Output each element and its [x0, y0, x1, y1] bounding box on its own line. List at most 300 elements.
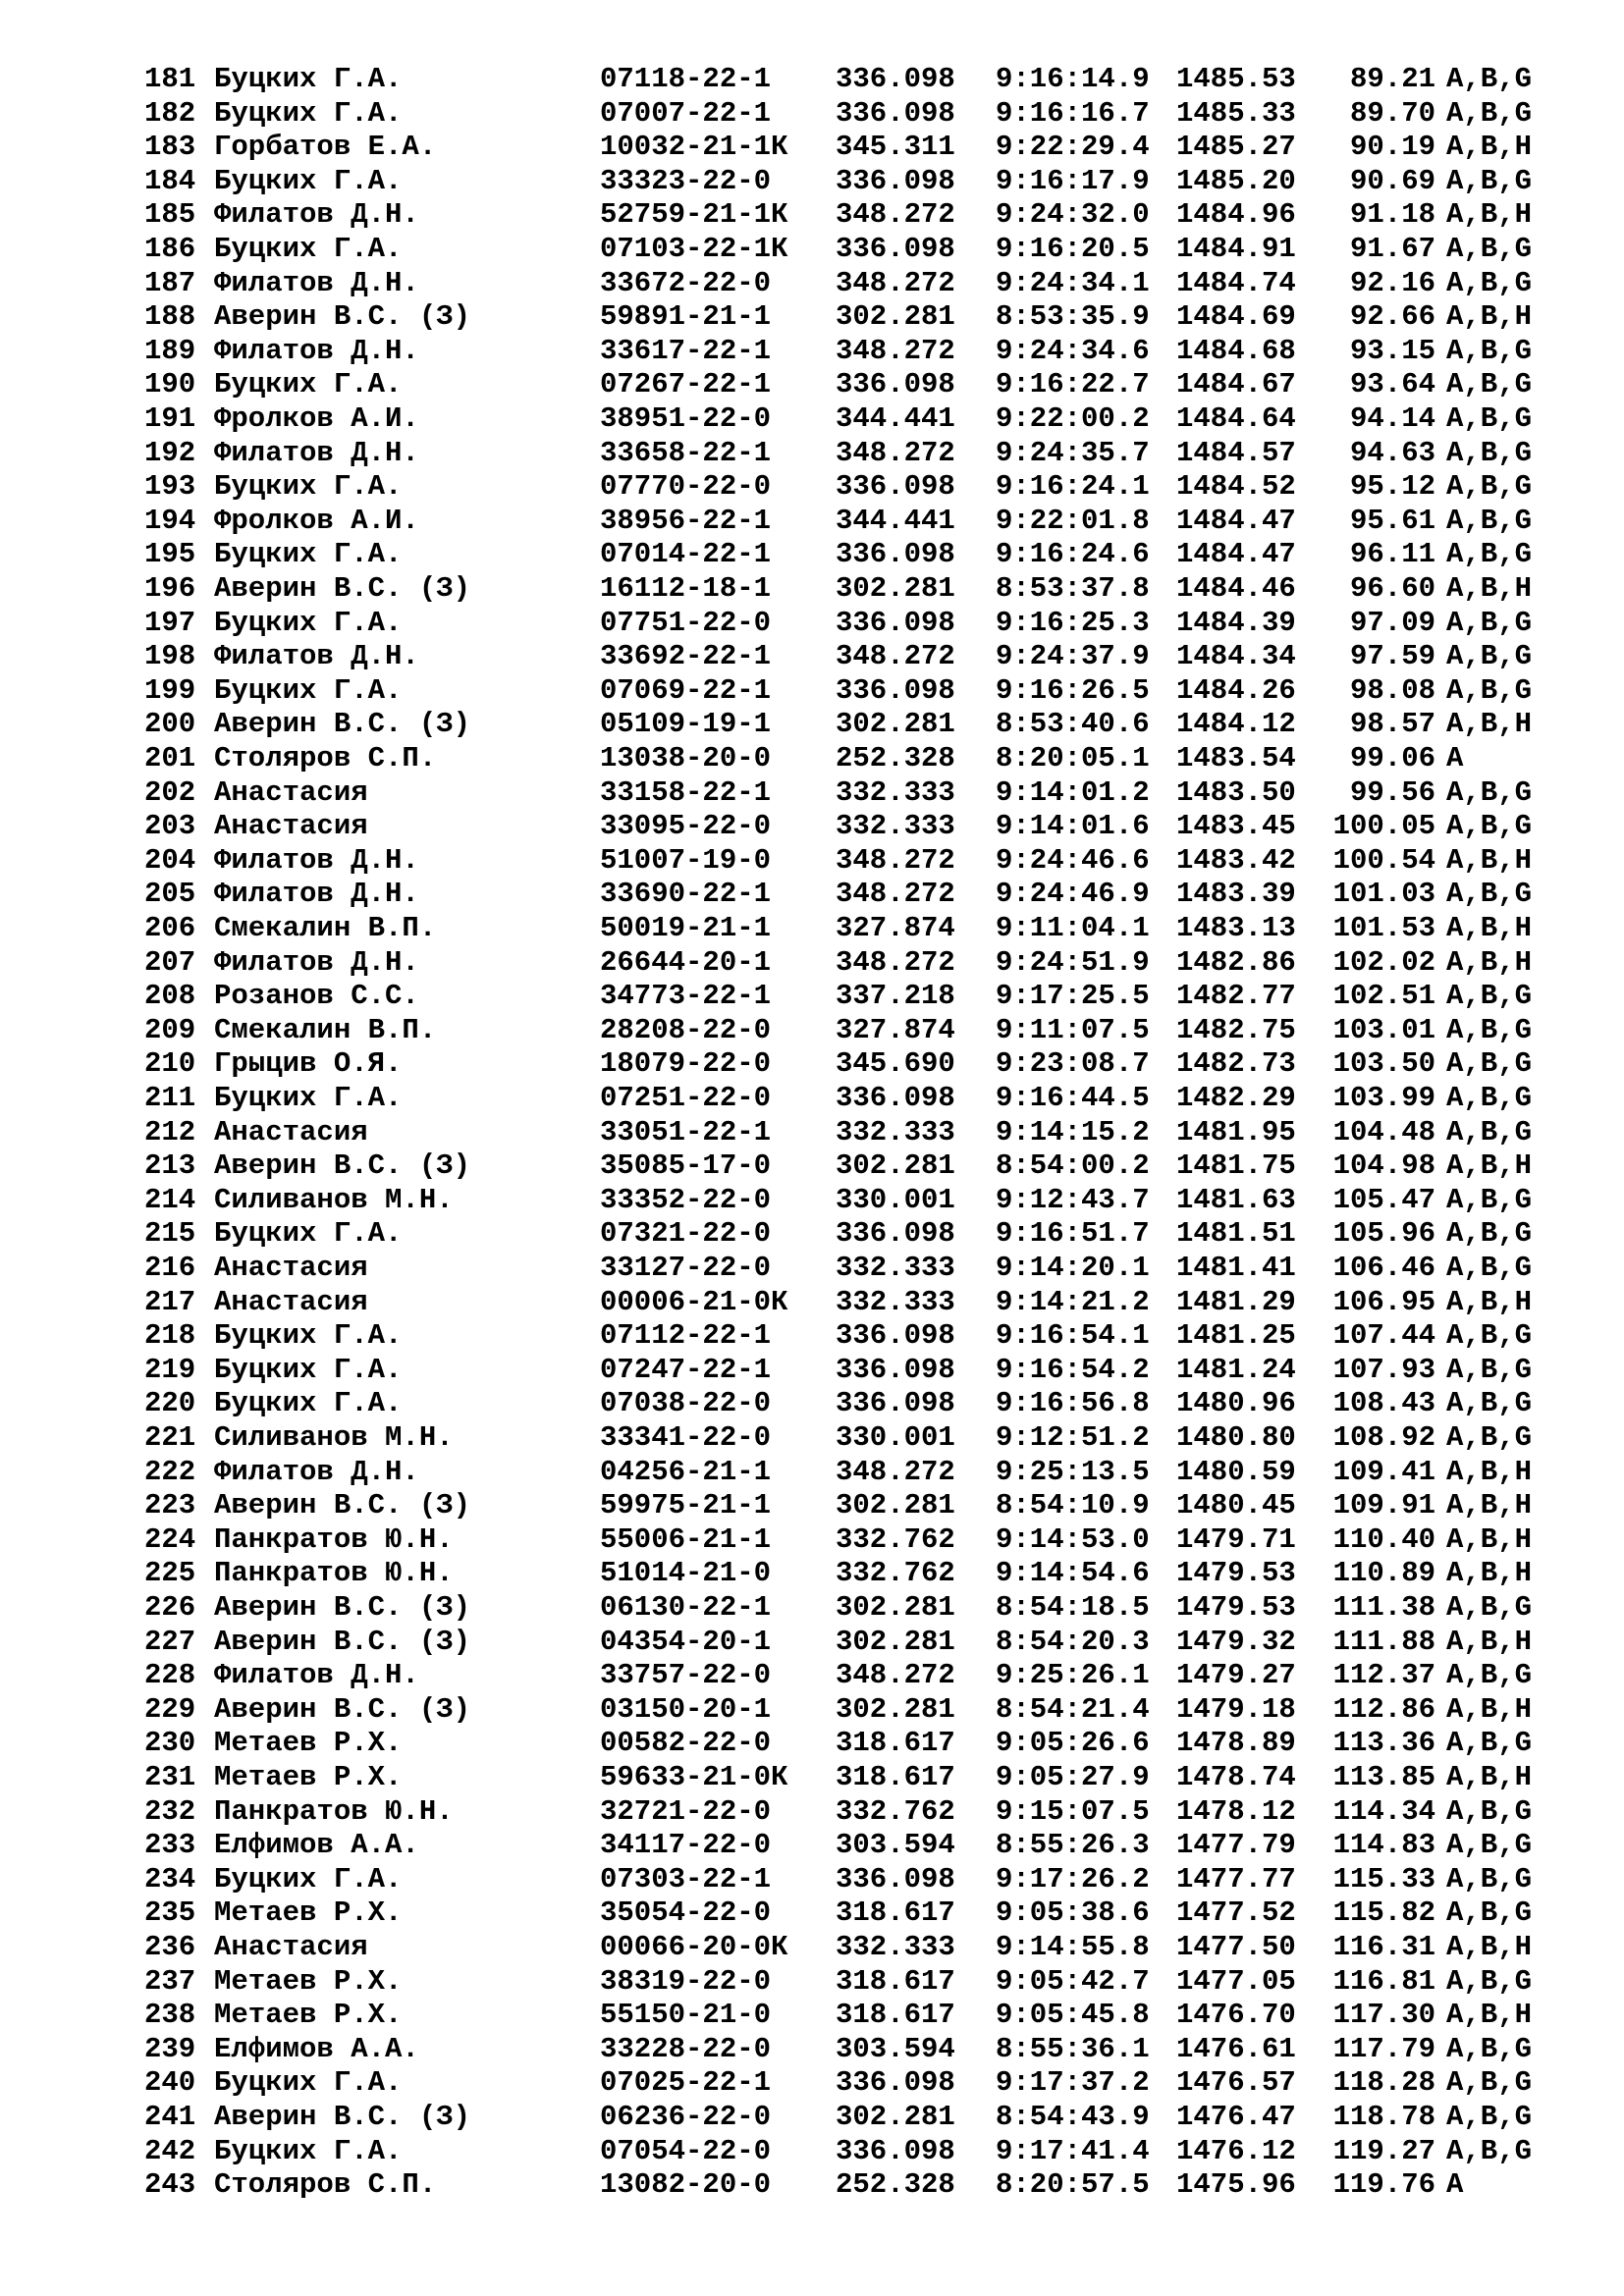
fancier-name: Аверин В.С. (З)	[214, 1625, 471, 1658]
category-flags: A,B,H	[1446, 1999, 1533, 2032]
place-number: 233	[144, 1829, 196, 1862]
distance: 348.272	[836, 436, 955, 469]
distance: 337.218	[836, 980, 955, 1013]
distance: 332.333	[836, 1252, 955, 1284]
arrival-time: 9:24:46.6	[996, 843, 1150, 877]
place-number: 189	[144, 334, 196, 367]
points: 101.53	[1332, 912, 1435, 944]
ring-number: 34117-22-0	[600, 1829, 772, 1862]
place-number: 227	[144, 1625, 196, 1658]
arrival-time: 8:55:36.1	[996, 2032, 1150, 2065]
points: 97.09	[1349, 606, 1435, 639]
place-number: 184	[144, 164, 196, 197]
place-number: 186	[144, 233, 196, 265]
ring-number: 07025-22-1	[600, 2066, 772, 2100]
arrival-time: 9:12:43.7	[996, 1183, 1150, 1216]
distance: 336.098	[836, 1217, 955, 1251]
ring-number: 10032-21-1К	[600, 131, 788, 164]
place-number: 209	[144, 1013, 196, 1046]
distance: 348.272	[836, 1659, 955, 1692]
fancier-name: Филатов Д.Н.	[214, 1455, 419, 1488]
place-number: 208	[144, 980, 196, 1013]
place-number: 237	[144, 1964, 196, 1998]
points: 114.34	[1332, 1794, 1435, 1828]
distance: 302.281	[836, 1149, 955, 1183]
fancier-name: Панкратов Ю.Н.	[214, 1557, 454, 1590]
arrival-time: 9:16:26.5	[996, 673, 1150, 707]
speed: 1484.52	[1176, 470, 1296, 504]
speed: 1480.59	[1176, 1455, 1296, 1488]
ring-number: 55150-21-0	[600, 1999, 772, 2032]
place-number: 223	[144, 1489, 196, 1522]
points: 112.86	[1332, 1692, 1435, 1726]
ring-number: 00006-21-0К	[600, 1285, 788, 1318]
distance: 330.001	[836, 1421, 955, 1454]
arrival-time: 9:17:37.2	[996, 2066, 1150, 2100]
speed: 1485.53	[1176, 63, 1296, 95]
category-flags: A,B,G	[1446, 2032, 1533, 2065]
points: 111.38	[1332, 1591, 1435, 1624]
place-number: 212	[144, 1115, 196, 1148]
ring-number: 33228-22-0	[600, 2032, 772, 2065]
category-flags: A,B,H	[1446, 1455, 1533, 1488]
fancier-name: Аверин В.С. (З)	[214, 1692, 471, 1726]
place-number: 197	[144, 606, 196, 639]
distance: 302.281	[836, 1489, 955, 1522]
fancier-name: Силиванов М.Н.	[214, 1421, 454, 1454]
distance: 252.328	[836, 2168, 955, 2202]
fancier-name: Грыцив О.Я.	[214, 1047, 403, 1081]
speed: 1480.45	[1176, 1489, 1296, 1522]
speed: 1483.42	[1176, 843, 1296, 877]
place-number: 222	[144, 1455, 196, 1488]
distance: 336.098	[836, 2134, 955, 2167]
ring-number: 04256-21-1	[600, 1455, 772, 1488]
arrival-time: 9:16:22.7	[996, 368, 1150, 401]
speed: 1476.61	[1176, 2032, 1296, 2065]
speed: 1484.57	[1176, 436, 1296, 469]
fancier-name: Филатов Д.Н.	[214, 843, 419, 877]
distance: 336.098	[836, 1319, 955, 1353]
category-flags: A,B,G	[1446, 2066, 1533, 2100]
category-flags: A,B,G	[1446, 470, 1533, 504]
fancier-name: Панкратов Ю.Н.	[214, 1522, 454, 1556]
arrival-time: 8:53:40.6	[996, 708, 1150, 741]
fancier-name: Фролков А.И.	[214, 402, 419, 435]
category-flags: A,B,G	[1446, 164, 1533, 197]
points: 97.59	[1349, 640, 1435, 673]
fancier-name: Буцких Г.А.	[214, 2066, 403, 2100]
place-number: 226	[144, 1591, 196, 1624]
fancier-name: Буцких Г.А.	[214, 1862, 403, 1896]
category-flags: A,B,G	[1446, 1183, 1533, 1216]
fancier-name: Филатов Д.Н.	[214, 266, 419, 299]
place-number: 224	[144, 1522, 196, 1556]
speed: 1482.86	[1176, 945, 1296, 979]
place-number: 192	[144, 436, 196, 469]
place-number: 216	[144, 1252, 196, 1284]
distance: 336.098	[836, 538, 955, 571]
speed: 1484.74	[1176, 266, 1296, 299]
ring-number: 33658-22-1	[600, 436, 772, 469]
distance: 336.098	[836, 164, 955, 197]
fancier-name: Филатов Д.Н.	[214, 198, 419, 232]
category-flags: A,B,G	[1446, 504, 1533, 537]
fancier-name: Силиванов М.Н.	[214, 1183, 454, 1216]
place-number: 220	[144, 1387, 196, 1420]
ring-number: 32721-22-0	[600, 1794, 772, 1828]
speed: 1481.24	[1176, 1353, 1296, 1386]
arrival-time: 9:16:17.9	[996, 164, 1150, 197]
points: 118.78	[1332, 2101, 1435, 2133]
place-number: 210	[144, 1047, 196, 1081]
speed: 1482.73	[1176, 1047, 1296, 1081]
arrival-time: 9:24:51.9	[996, 945, 1150, 979]
points: 113.36	[1332, 1727, 1435, 1760]
speed: 1485.27	[1176, 131, 1296, 164]
category-flags: A,B,G	[1446, 606, 1533, 639]
fancier-name: Метаев Р.Х.	[214, 1761, 403, 1793]
category-flags: A,B,H	[1446, 1489, 1533, 1522]
arrival-time: 8:54:18.5	[996, 1591, 1150, 1624]
arrival-time: 9:16:54.1	[996, 1319, 1150, 1353]
ring-number: 00066-20-0К	[600, 1931, 788, 1963]
arrival-time: 9:16:24.6	[996, 538, 1150, 571]
speed: 1477.52	[1176, 1896, 1296, 1930]
place-number: 181	[144, 63, 196, 95]
speed: 1483.45	[1176, 810, 1296, 843]
fancier-name: Аверин В.С. (З)	[214, 300, 471, 334]
speed: 1479.18	[1176, 1692, 1296, 1726]
distance: 344.441	[836, 402, 955, 435]
arrival-time: 9:17:25.5	[996, 980, 1150, 1013]
points: 95.12	[1349, 470, 1435, 504]
speed: 1483.13	[1176, 912, 1296, 944]
fancier-name: Столяров С.П.	[214, 742, 437, 774]
category-flags: A,B,H	[1446, 1557, 1533, 1590]
distance: 348.272	[836, 1455, 955, 1488]
category-flags: A,B,G	[1446, 1082, 1533, 1114]
distance: 252.328	[836, 742, 955, 774]
arrival-time: 9:25:13.5	[996, 1455, 1150, 1488]
arrival-time: 9:17:26.2	[996, 1862, 1150, 1896]
category-flags: A,B,G	[1446, 810, 1533, 843]
ring-number: 07103-22-1К	[600, 233, 788, 265]
arrival-time: 9:22:00.2	[996, 402, 1150, 435]
fancier-name: Аверин В.С. (З)	[214, 2101, 471, 2133]
points: 102.02	[1332, 945, 1435, 979]
ring-number: 07251-22-0	[600, 1082, 772, 1114]
fancier-name: Буцких Г.А.	[214, 1217, 403, 1251]
ring-number: 07267-22-1	[600, 368, 772, 401]
speed: 1475.96	[1176, 2168, 1296, 2202]
ring-number: 03150-20-1	[600, 1692, 772, 1726]
place-number: 236	[144, 1931, 196, 1963]
category-flags: A,B,G	[1446, 63, 1533, 95]
category-flags: A,B,G	[1446, 1353, 1533, 1386]
speed: 1484.64	[1176, 402, 1296, 435]
ring-number: 33692-22-1	[600, 640, 772, 673]
points: 104.98	[1332, 1149, 1435, 1183]
arrival-time: 8:54:43.9	[996, 2101, 1150, 2133]
ring-number: 13038-20-0	[600, 742, 772, 774]
place-number: 230	[144, 1727, 196, 1760]
arrival-time: 9:16:44.5	[996, 1082, 1150, 1114]
distance: 348.272	[836, 640, 955, 673]
distance: 318.617	[836, 1999, 955, 2032]
speed: 1483.50	[1176, 775, 1296, 809]
place-number: 195	[144, 538, 196, 571]
fancier-name: Аверин В.С. (З)	[214, 1489, 471, 1522]
ring-number: 55006-21-1	[600, 1522, 772, 1556]
arrival-time: 9:14:21.2	[996, 1285, 1150, 1318]
ring-number: 28208-22-0	[600, 1013, 772, 1046]
category-flags: A,B,G	[1446, 1591, 1533, 1624]
speed: 1485.20	[1176, 164, 1296, 197]
points: 119.76	[1332, 2168, 1435, 2202]
ring-number: 51007-19-0	[600, 843, 772, 877]
fancier-name: Филатов Д.Н.	[214, 640, 419, 673]
arrival-time: 9:05:26.6	[996, 1727, 1150, 1760]
category-flags: A,B,H	[1446, 1761, 1533, 1793]
points: 93.64	[1349, 368, 1435, 401]
place-number: 239	[144, 2032, 196, 2065]
place-number: 228	[144, 1659, 196, 1692]
ring-number: 33617-22-1	[600, 334, 772, 367]
points: 103.50	[1332, 1047, 1435, 1081]
distance: 332.762	[836, 1522, 955, 1556]
category-flags: A,B,G	[1446, 233, 1533, 265]
ring-number: 34773-22-1	[600, 980, 772, 1013]
arrival-time: 9:14:01.2	[996, 775, 1150, 809]
ring-number: 04354-20-1	[600, 1625, 772, 1658]
category-flags: A,B,G	[1446, 402, 1533, 435]
speed: 1478.12	[1176, 1794, 1296, 1828]
category-flags: A,B,H	[1446, 198, 1533, 232]
points: 104.48	[1332, 1115, 1435, 1148]
speed: 1477.79	[1176, 1829, 1296, 1862]
ring-number: 00582-22-0	[600, 1727, 772, 1760]
ring-number: 38319-22-0	[600, 1964, 772, 1998]
distance: 318.617	[836, 1896, 955, 1930]
points: 100.54	[1332, 843, 1435, 877]
points: 90.19	[1349, 131, 1435, 164]
fancier-name: Филатов Д.Н.	[214, 436, 419, 469]
place-number: 225	[144, 1557, 196, 1590]
distance: 348.272	[836, 945, 955, 979]
speed: 1482.77	[1176, 980, 1296, 1013]
distance: 332.762	[836, 1557, 955, 1590]
category-flags: A,B,H	[1446, 843, 1533, 877]
fancier-name: Аверин В.С. (З)	[214, 1591, 471, 1624]
distance: 336.098	[836, 233, 955, 265]
ring-number: 06236-22-0	[600, 2101, 772, 2133]
fancier-name: Метаев Р.Х.	[214, 1727, 403, 1760]
category-flags: A	[1446, 2168, 1464, 2202]
ring-number: 05109-19-1	[600, 708, 772, 741]
category-flags: A,B,G	[1446, 2134, 1533, 2167]
arrival-time: 9:17:41.4	[996, 2134, 1150, 2167]
arrival-time: 9:25:26.1	[996, 1659, 1150, 1692]
category-flags: A,B,G	[1446, 640, 1533, 673]
place-number: 185	[144, 198, 196, 232]
arrival-time: 9:24:34.6	[996, 334, 1150, 367]
distance: 302.281	[836, 1625, 955, 1658]
place-number: 182	[144, 96, 196, 130]
points: 92.16	[1349, 266, 1435, 299]
arrival-time: 9:12:51.2	[996, 1421, 1150, 1454]
place-number: 219	[144, 1353, 196, 1386]
speed: 1481.25	[1176, 1319, 1296, 1353]
arrival-time: 9:05:27.9	[996, 1761, 1150, 1793]
category-flags: A,B,H	[1446, 1285, 1533, 1318]
category-flags: A,B,H	[1446, 708, 1533, 741]
speed: 1484.96	[1176, 198, 1296, 232]
fancier-name: Столяров С.П.	[214, 2168, 437, 2202]
points: 99.56	[1349, 775, 1435, 809]
points: 108.43	[1332, 1387, 1435, 1420]
category-flags: A,B,G	[1446, 878, 1533, 911]
fancier-name: Анастасия	[214, 810, 368, 843]
fancier-name: Смекалин В.П.	[214, 1013, 437, 1046]
ring-number: 06130-22-1	[600, 1591, 772, 1624]
ring-number: 33127-22-0	[600, 1252, 772, 1284]
speed: 1479.32	[1176, 1625, 1296, 1658]
distance: 332.333	[836, 810, 955, 843]
ring-number: 07014-22-1	[600, 538, 772, 571]
points: 108.92	[1332, 1421, 1435, 1454]
place-number: 215	[144, 1217, 196, 1251]
category-flags: A,B,G	[1446, 980, 1533, 1013]
points: 94.63	[1349, 436, 1435, 469]
points: 115.33	[1332, 1862, 1435, 1896]
category-flags: A,B,H	[1446, 945, 1533, 979]
fancier-name: Анастасия	[214, 1931, 368, 1963]
fancier-name: Анастасия	[214, 1115, 368, 1148]
arrival-time: 9:22:29.4	[996, 131, 1150, 164]
points: 115.82	[1332, 1896, 1435, 1930]
ring-number: 35085-17-0	[600, 1149, 772, 1183]
category-flags: A,B,H	[1446, 131, 1533, 164]
arrival-time: 9:11:07.5	[996, 1013, 1150, 1046]
ring-number: 38956-22-1	[600, 504, 772, 537]
distance: 336.098	[836, 606, 955, 639]
points: 114.83	[1332, 1829, 1435, 1862]
fancier-name: Елфимов А.А.	[214, 1829, 419, 1862]
ring-number: 33323-22-0	[600, 164, 772, 197]
fancier-name: Панкратов Ю.Н.	[214, 1794, 454, 1828]
place-number: 221	[144, 1421, 196, 1454]
arrival-time: 9:24:32.0	[996, 198, 1150, 232]
category-flags: A,B,G	[1446, 1727, 1533, 1760]
arrival-time: 8:55:26.3	[996, 1829, 1150, 1862]
ring-number: 38951-22-0	[600, 402, 772, 435]
fancier-name: Анастасия	[214, 1285, 368, 1318]
points: 89.70	[1349, 96, 1435, 130]
ring-number: 07007-22-1	[600, 96, 772, 130]
distance: 348.272	[836, 198, 955, 232]
arrival-time: 9:14:20.1	[996, 1252, 1150, 1284]
points: 89.21	[1349, 63, 1435, 95]
place-number: 187	[144, 266, 196, 299]
speed: 1484.91	[1176, 233, 1296, 265]
distance: 336.098	[836, 1387, 955, 1420]
speed: 1481.63	[1176, 1183, 1296, 1216]
speed: 1482.29	[1176, 1082, 1296, 1114]
ring-number: 51014-21-0	[600, 1557, 772, 1590]
distance: 318.617	[836, 1964, 955, 1998]
ring-number: 33051-22-1	[600, 1115, 772, 1148]
place-number: 194	[144, 504, 196, 537]
fancier-name: Буцких Г.А.	[214, 1387, 403, 1420]
points: 93.15	[1349, 334, 1435, 367]
speed: 1483.39	[1176, 878, 1296, 911]
points: 94.14	[1349, 402, 1435, 435]
place-number: 217	[144, 1285, 196, 1318]
points: 105.47	[1332, 1183, 1435, 1216]
ring-number: 33352-22-0	[600, 1183, 772, 1216]
place-number: 234	[144, 1862, 196, 1896]
distance: 344.441	[836, 504, 955, 537]
ring-number: 59975-21-1	[600, 1489, 772, 1522]
points: 96.60	[1349, 572, 1435, 605]
distance: 336.098	[836, 1862, 955, 1896]
category-flags: A,B,G	[1446, 1421, 1533, 1454]
ring-number: 07069-22-1	[600, 673, 772, 707]
place-number: 205	[144, 878, 196, 911]
distance: 336.098	[836, 368, 955, 401]
ring-number: 26644-20-1	[600, 945, 772, 979]
points: 98.57	[1349, 708, 1435, 741]
category-flags: A,B,G	[1446, 1387, 1533, 1420]
fancier-name: Метаев Р.Х.	[214, 1896, 403, 1930]
distance: 348.272	[836, 266, 955, 299]
place-number: 213	[144, 1149, 196, 1183]
points: 117.79	[1332, 2032, 1435, 2065]
arrival-time: 9:14:01.6	[996, 810, 1150, 843]
place-number: 188	[144, 300, 196, 334]
ring-number: 52759-21-1К	[600, 198, 788, 232]
fancier-name: Буцких Г.А.	[214, 2134, 403, 2167]
category-flags: A,B,G	[1446, 1862, 1533, 1896]
place-number: 204	[144, 843, 196, 877]
category-flags: A,B,G	[1446, 1896, 1533, 1930]
points: 118.28	[1332, 2066, 1435, 2100]
arrival-time: 9:05:42.7	[996, 1964, 1150, 1998]
category-flags: A,B,H	[1446, 1522, 1533, 1556]
place-number: 193	[144, 470, 196, 504]
speed: 1484.46	[1176, 572, 1296, 605]
fancier-name: Филатов Д.Н.	[214, 334, 419, 367]
points: 101.03	[1332, 878, 1435, 911]
distance: 332.333	[836, 775, 955, 809]
points: 103.01	[1332, 1013, 1435, 1046]
fancier-name: Горбатов Е.А.	[214, 131, 437, 164]
speed: 1484.12	[1176, 708, 1296, 741]
speed: 1481.29	[1176, 1285, 1296, 1318]
distance: 302.281	[836, 572, 955, 605]
ring-number: 07321-22-0	[600, 1217, 772, 1251]
fancier-name: Розанов С.С.	[214, 980, 419, 1013]
points: 99.06	[1349, 742, 1435, 774]
ring-number: 50019-21-1	[600, 912, 772, 944]
points: 105.96	[1332, 1217, 1435, 1251]
speed: 1484.69	[1176, 300, 1296, 334]
speed: 1479.27	[1176, 1659, 1296, 1692]
category-flags: A,B,G	[1446, 1964, 1533, 1998]
distance: 302.281	[836, 2101, 955, 2133]
category-flags: A,B,G	[1446, 1659, 1533, 1692]
